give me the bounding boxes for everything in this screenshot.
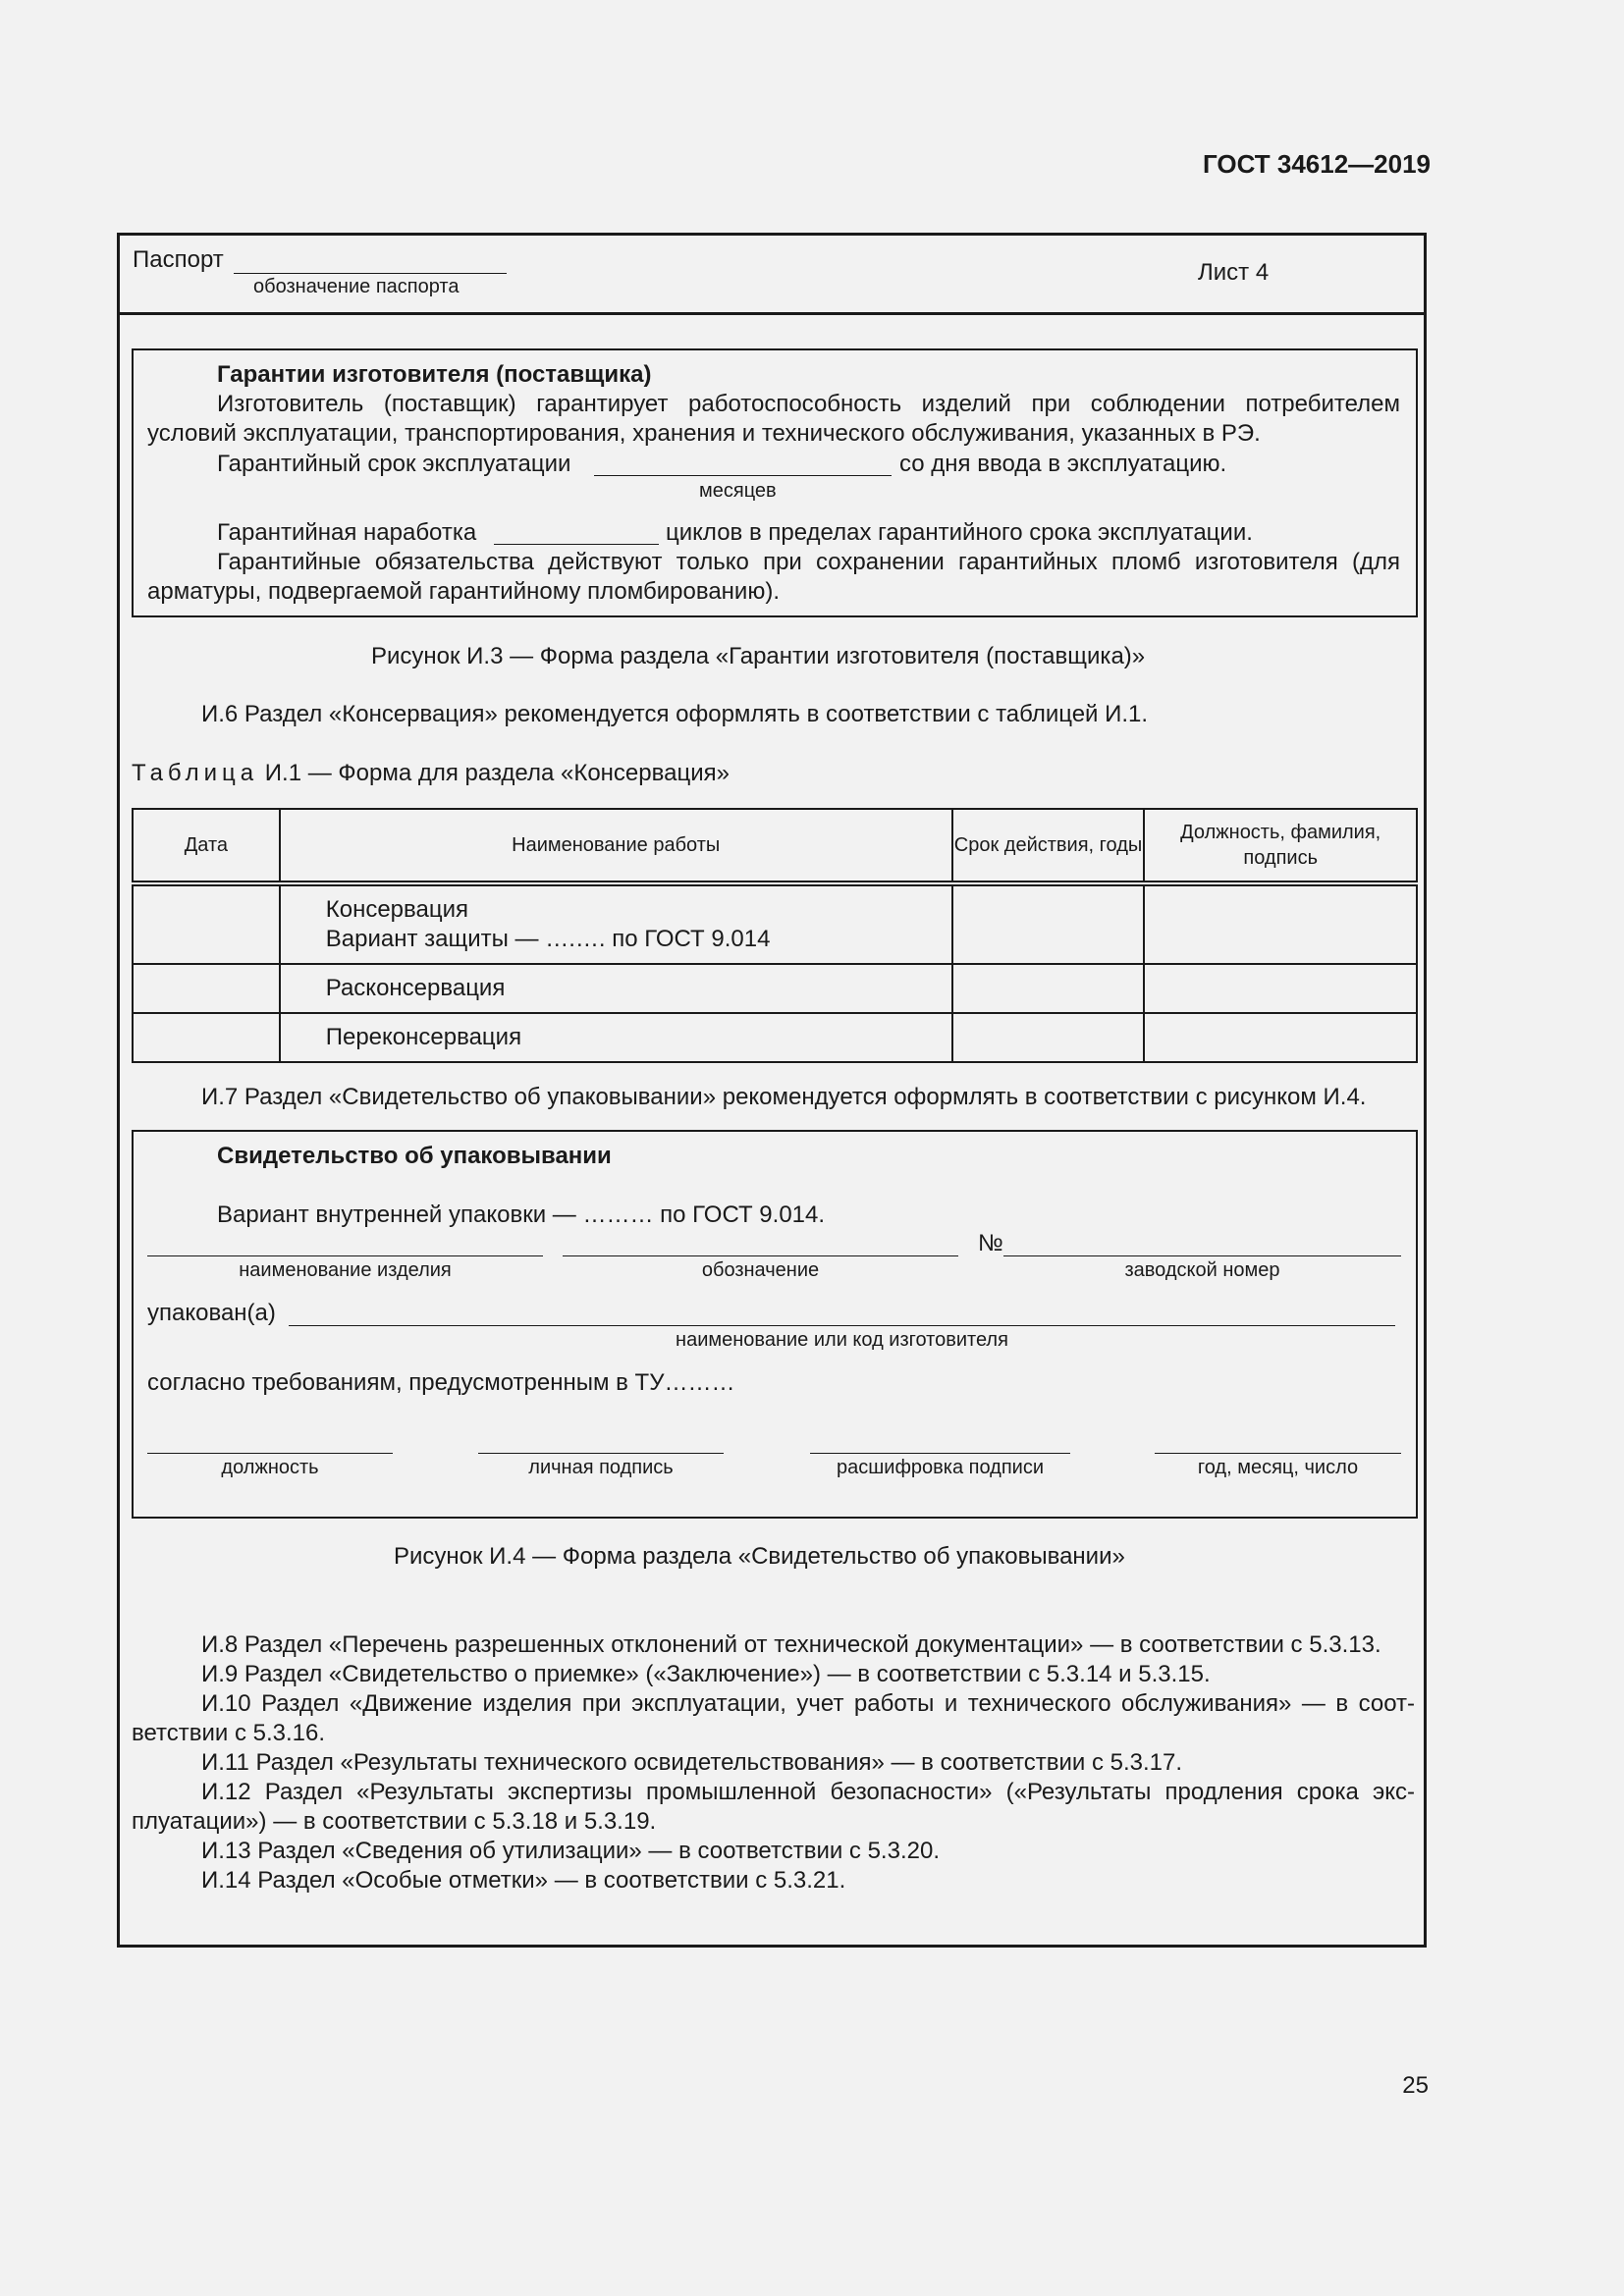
work-conservation: Консервация bbox=[325, 896, 468, 923]
guarantee-term-line bbox=[594, 475, 892, 476]
guarantee-title: Гарантии изготовителя (поставщика) bbox=[217, 361, 652, 388]
table-row bbox=[133, 964, 1417, 1013]
page-number: 25 bbox=[1402, 2072, 1429, 2099]
work-protection-variant: Вариант защиты — ….…. по ГОСТ 9.014 bbox=[325, 926, 771, 952]
passport-caption: обозначение паспорта bbox=[253, 276, 460, 297]
passport-label: Паспорт bbox=[133, 246, 224, 273]
paragraph-i6: И.6 Раздел «Консервация» рекомендуется оформлять в соответствии с таблицей И.1. bbox=[201, 701, 1149, 727]
guarantee-runtime-suffix: циклов в пределах гарантийного срока эксплуатации. bbox=[666, 519, 1253, 546]
header-date: Дата bbox=[133, 809, 280, 883]
number-sign: № bbox=[978, 1230, 1003, 1256]
packing-title: Свидетельство об упаковывании bbox=[217, 1143, 612, 1169]
cell-date bbox=[133, 883, 280, 964]
figure-i3-caption: Рисунок И.3 — Форма раздела «Гарантии изготовителя (поставщика)» bbox=[371, 643, 1146, 669]
guarantee-p3-line1: Гарантийные обязательства действуют только при сохранении гарантийных пломб изготовителя (для bbox=[217, 549, 1400, 575]
caption-designation: обозначение bbox=[701, 1259, 820, 1281]
header-signature: Должность, фамилия, подпись bbox=[1144, 809, 1417, 883]
item-i13: И.13 Раздел «Сведения об утилизации» — в соответствии с 5.3.20. bbox=[201, 1838, 940, 1864]
serial-number-line bbox=[1003, 1255, 1401, 1256]
cell-date bbox=[133, 1013, 280, 1062]
designation-line bbox=[563, 1255, 958, 1256]
caption-maker: наименование или код изготовителя bbox=[676, 1329, 1008, 1351]
conservation-table bbox=[132, 808, 1418, 1063]
cell-term bbox=[952, 964, 1145, 1013]
item-i9: И.9 Раздел «Свидетельство о приемке» («Заключение») — в соответствии с 5.3.14 и 5.3.15. bbox=[201, 1661, 1211, 1687]
cell-signature bbox=[1144, 1013, 1417, 1062]
item-i12-line1: И.12 Раздел «Результаты экспертизы промышленной безопасности» («Результаты продления срока экс- bbox=[201, 1779, 1415, 1805]
table-row bbox=[133, 883, 1417, 964]
item-i10-line1: И.10 Раздел «Движение изделия при эксплуатации, учет работы и технического обслуживания» — в соот- bbox=[201, 1690, 1415, 1717]
manufacturer-line bbox=[289, 1325, 1395, 1326]
position-line bbox=[147, 1453, 393, 1454]
caption-decoding: расшифровка подписи bbox=[836, 1457, 1044, 1478]
passport-fill-line bbox=[234, 273, 507, 274]
item-i14: И.14 Раздел «Особые отметки» — в соответствии с 5.3.21. bbox=[201, 1867, 846, 1894]
guarantee-p1-line1: Изготовитель (поставщик) гарантирует работоспособность изделий при соблюдении потребителем bbox=[217, 391, 1400, 417]
guarantee-runtime-label: Гарантийная наработка bbox=[217, 519, 477, 546]
caption-signature: личная подпись bbox=[528, 1457, 674, 1478]
caption-position: должность bbox=[221, 1457, 319, 1478]
header-work: Наименование работы bbox=[280, 809, 952, 883]
table-title-rest: И.1 — Форма для раздела «Консервация» bbox=[264, 760, 730, 786]
date-line bbox=[1155, 1453, 1401, 1454]
guarantee-runtime-line bbox=[494, 544, 659, 545]
standard-designation: ГОСТ 34612—2019 bbox=[1203, 149, 1431, 179]
packing-variant: Вариант внутренней упаковки — ……… по ГОСТ 9.014. bbox=[217, 1201, 826, 1228]
cell-work: Расконсервация bbox=[280, 964, 952, 1013]
packed-label: упакован(а) bbox=[147, 1300, 276, 1326]
caption-product: наименование изделия bbox=[239, 1259, 452, 1281]
guarantee-term-caption: месяцев bbox=[699, 480, 777, 502]
table-word: Таблица bbox=[132, 760, 259, 786]
figure-i4-caption: Рисунок И.4 — Форма раздела «Свидетельство об упаковывании» bbox=[394, 1543, 1125, 1570]
item-i11: И.11 Раздел «Результаты технического освидетельствования» — в соответствии с 5.3.17. bbox=[201, 1749, 1183, 1776]
guarantee-p1-line2: условий эксплуатации, транспортирования, хранения и технического обслуживания, указанных в РЭ. bbox=[147, 420, 1261, 447]
sheet-number: Лист 4 bbox=[1198, 259, 1270, 286]
decoding-line bbox=[810, 1453, 1070, 1454]
header-term: Срок действия, годы bbox=[952, 809, 1145, 883]
guarantee-p3-line2: арматуры, подвергаемой гарантийному пломбированию). bbox=[147, 578, 780, 605]
caption-date: год, месяц, число bbox=[1197, 1457, 1359, 1478]
cell-work: Переконсервация bbox=[280, 1013, 952, 1062]
cell-signature bbox=[1144, 964, 1417, 1013]
product-name-line bbox=[147, 1255, 543, 1256]
paragraph-i7: И.7 Раздел «Свидетельство об упаковывании» рекомендуется оформлять в соответствии с рисунком И.4. bbox=[201, 1084, 1367, 1110]
item-i12-line2: плуатации») — в соответствии с 5.3.18 и 5.3.19. bbox=[132, 1808, 657, 1835]
guarantee-term-label: Гарантийный срок эксплуатации bbox=[217, 451, 571, 477]
caption-serial: заводской номер bbox=[1124, 1259, 1280, 1281]
guarantee-term-suffix: со дня ввода в эксплуатацию. bbox=[899, 451, 1227, 477]
item-i10-line2: ветствии с 5.3.16. bbox=[132, 1720, 326, 1746]
cell-term bbox=[952, 1013, 1145, 1062]
signature-line bbox=[478, 1453, 724, 1454]
according-text: согласно требованиям, предусмотренным в ТУ……… bbox=[147, 1369, 735, 1396]
item-i8: И.8 Раздел «Перечень разрешенных отклонений от технической документации» — в соответствии с 5.3.13. bbox=[201, 1631, 1381, 1658]
cell-signature bbox=[1144, 883, 1417, 964]
cell-work bbox=[280, 883, 952, 964]
table-header-row bbox=[133, 809, 1417, 883]
table-row bbox=[133, 1013, 1417, 1062]
table-i1-title bbox=[132, 759, 730, 788]
cell-date bbox=[133, 964, 280, 1013]
cell-term bbox=[952, 883, 1145, 964]
